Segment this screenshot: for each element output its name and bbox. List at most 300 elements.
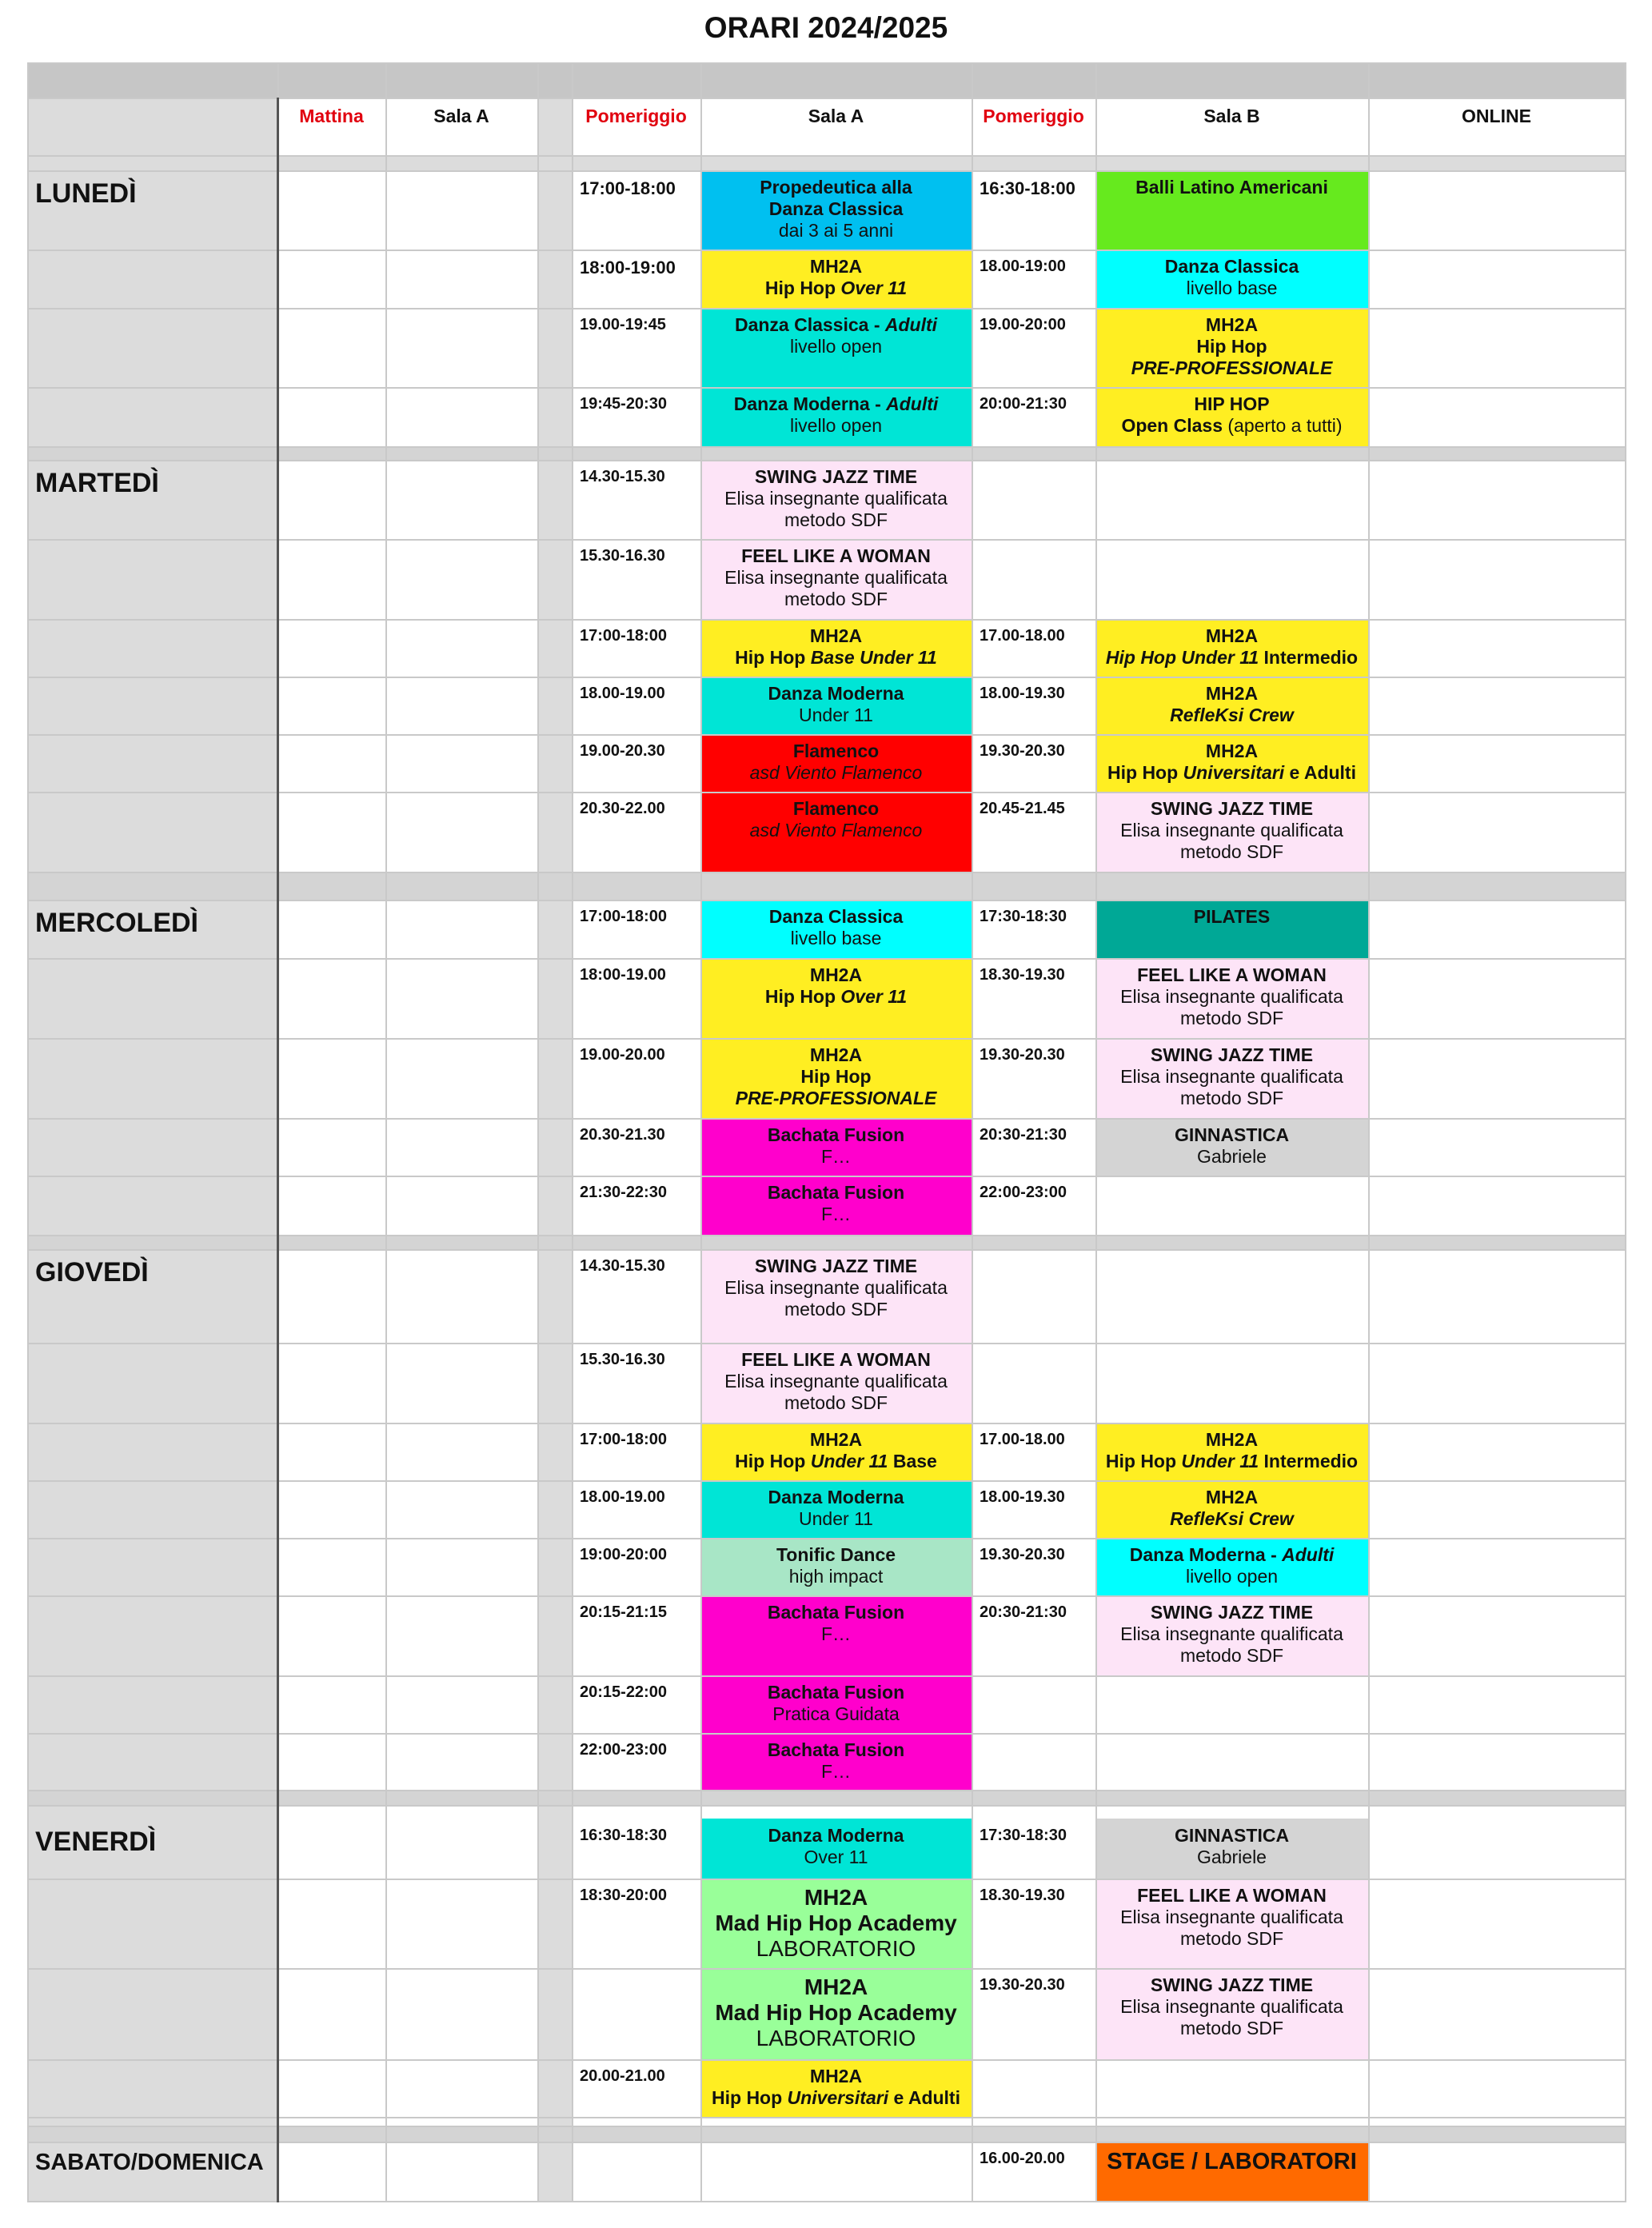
activity-text: Intermedio [1259, 1451, 1359, 1471]
activity-line [1095, 314, 1368, 336]
grid-line [27, 677, 1625, 678]
activity-sala-b[interactable] [1095, 1118, 1368, 1176]
activity-text: Hip Hop [735, 1451, 811, 1471]
activity-line [1095, 1088, 1368, 1109]
activity-sala-a[interactable] [700, 1538, 972, 1595]
grid-line [27, 1879, 1625, 1880]
grid-line [1368, 62, 1370, 2202]
activity-line [1095, 705, 1368, 726]
activity-line [700, 647, 972, 669]
column-header-sala-b: Sala B [1203, 106, 1260, 126]
activity-line [1095, 1487, 1368, 1508]
activity-sala-a[interactable] [700, 460, 972, 539]
time-sala-a: 14.30-15.30 [580, 1257, 665, 1275]
grid-line [27, 1038, 1625, 1040]
activity-line [1095, 1623, 1368, 1645]
activity-text: SWING JAZZ TIME [1150, 798, 1314, 819]
activity-text: metodo SDF [1179, 1008, 1284, 1028]
time-sala-a: 18.00-19.00 [580, 685, 665, 702]
activity-text: Danza Classica [768, 906, 904, 927]
grid-line [27, 62, 1625, 64]
column-header-online: ONLINE [1462, 106, 1531, 126]
activity-line [700, 2066, 972, 2087]
activity-line [1095, 256, 1368, 278]
time-sala-a: 20:15-21:15 [580, 1603, 667, 1621]
time-sala-b: 17:30-18:30 [980, 1827, 1067, 1844]
activity-sala-a[interactable] [700, 170, 972, 250]
activity-text: metodo SDF [1179, 841, 1284, 862]
activity-text: Danza Moderna - [1129, 1544, 1283, 1565]
time-sala-b: 20.45-21.45 [980, 800, 1065, 817]
activity-text: STAGE / LABORATORI [1107, 2149, 1357, 2174]
activity-sala-a[interactable] [700, 308, 972, 387]
activity-text: Bachata Fusion [767, 1739, 905, 1760]
time-sala-a: 15.30-16.30 [580, 547, 665, 565]
activity-text: Danza Moderna [768, 1825, 904, 1846]
activity-text: Over 11 [840, 278, 908, 298]
activity-text: Under 11 [799, 705, 873, 725]
activity-sala-b[interactable] [1095, 2142, 1368, 2201]
activity-line [700, 1392, 972, 1414]
time-sala-a: 22:00-23:00 [580, 1741, 667, 1759]
activity-text: Bachata Fusion [767, 1124, 905, 1145]
activity-text: MH2A [809, 1044, 863, 1065]
grid-line [27, 1790, 1625, 1791]
activity-line [1095, 1847, 1368, 1868]
activity-line [700, 415, 972, 437]
activity-sala-b[interactable] [1095, 792, 1368, 872]
column-header-pomeriggio-a: Pomeriggio [585, 106, 687, 126]
grid-line [27, 1343, 1625, 1344]
activity-sala-b[interactable] [1095, 1038, 1368, 1118]
grid-line [27, 1249, 1625, 1251]
activity-text: LABORATORIO [756, 1936, 916, 1961]
activity-line [700, 1124, 972, 1146]
activity-sala-b[interactable] [1095, 1423, 1368, 1480]
activity-sala-a[interactable] [700, 539, 972, 619]
activity-sala-b[interactable] [1095, 1595, 1368, 1675]
activity-line [1095, 1508, 1368, 1530]
grid-line [27, 170, 1625, 172]
day-separator [27, 446, 1625, 460]
time-sala-b: 17.00-18.00 [980, 627, 1065, 645]
activity-text: Under 11 [799, 1508, 873, 1529]
activity-line [1095, 1602, 1368, 1623]
activity-text: Adulti [884, 314, 938, 335]
column-header-sala-a: Sala A [808, 106, 864, 126]
activity-line [1095, 336, 1368, 357]
activity-sala-a[interactable] [700, 1423, 972, 1480]
activity-line [700, 906, 972, 928]
activity-text: Elisa insegnante qualificata [724, 1277, 948, 1298]
activity-line [700, 986, 972, 1008]
activity-text: HIP HOP [1194, 393, 1270, 414]
activity-text: Propedeutica alla [760, 177, 912, 198]
activity-text: FEEL LIKE A WOMAN [1137, 1885, 1327, 1906]
activity-text: MH2A [809, 256, 863, 277]
activity-line [1095, 647, 1368, 669]
activity-text: SWING JAZZ TIME [754, 466, 918, 487]
activity-sala-a[interactable] [700, 1819, 972, 1879]
time-sala-a: 20:15-22:00 [580, 1683, 667, 1701]
activity-text: Elisa insegnante qualificata [724, 488, 948, 509]
activity-text: dai 3 ai 5 anni [778, 220, 894, 241]
time-sala-b: 19.30-20.30 [980, 742, 1065, 760]
activity-line [1095, 1974, 1368, 1996]
activity-text: (aperto a tutti) [1222, 415, 1343, 436]
grid-line [27, 98, 1625, 99]
column-header-pomeriggio-b: Pomeriggio [983, 106, 1084, 126]
activity-text: livello open [1185, 1566, 1279, 1587]
activity-text: metodo SDF [784, 589, 888, 609]
activity-sala-a[interactable] [700, 387, 972, 446]
activity-text: Flamenco [792, 741, 880, 761]
activity-text: Universitari [787, 2087, 889, 2108]
activity-line [700, 278, 972, 299]
activity-sala-a[interactable] [700, 1118, 972, 1176]
activity-text: metodo SDF [784, 509, 888, 530]
activity-text: Elisa insegnante qualificata [1120, 1907, 1343, 1927]
day-label: VENERDÌ [35, 1827, 157, 1857]
activity-line [700, 1044, 972, 1066]
activity-line [1095, 741, 1368, 762]
activity-line [700, 1146, 972, 1168]
activity-sala-b[interactable] [1095, 308, 1368, 387]
activity-line [1095, 177, 1368, 198]
activity-text: LABORATORIO [756, 2026, 916, 2050]
activity-text: PRE-PROFESSIONALE [1131, 357, 1333, 378]
activity-line [700, 1429, 972, 1451]
activity-text: livello open [789, 336, 883, 357]
time-sala-b: 16.00-20.00 [980, 2150, 1065, 2167]
activity-sala-b[interactable] [1095, 1480, 1368, 1538]
time-sala-b: 22:00-23:00 [980, 1184, 1067, 1201]
activity-line [1095, 798, 1368, 820]
time-sala-b: 19.30-20.30 [980, 1546, 1065, 1563]
activity-text: MH2A [804, 1885, 868, 1910]
activity-line [1095, 1544, 1368, 1566]
time-sala-a: 19.00-19:45 [580, 316, 666, 333]
activity-line [1095, 2151, 1368, 2173]
activity-text: Base [888, 1451, 937, 1471]
time-sala-a: 17:00-18:00 [580, 627, 667, 645]
activity-line [700, 336, 972, 357]
grid-line [27, 900, 1625, 901]
activity-sala-a[interactable] [700, 250, 972, 308]
activity-text: Danza Classica [768, 198, 904, 219]
grid-line [27, 1805, 1625, 1807]
activity-text: PILATES [1193, 906, 1271, 927]
grid-line [27, 446, 1625, 448]
activity-text: Intermedio [1259, 647, 1359, 668]
activity-text: Danza Classica [1164, 256, 1299, 277]
activity-sala-a[interactable] [700, 792, 972, 872]
grid-line [27, 250, 1625, 251]
activity-text: metodo SDF [784, 1392, 888, 1413]
activity-sala-a[interactable] [700, 1879, 972, 1968]
grid-line [1625, 62, 1626, 2202]
activity-line [700, 1936, 972, 1962]
grid-line [385, 62, 387, 2202]
activity-line [700, 488, 972, 509]
activity-text: Hip Hop [1196, 336, 1267, 357]
activity-text: Hip Hop [764, 278, 841, 298]
activity-line [1095, 1996, 1368, 2018]
column-header-mattina: Mattina [299, 106, 364, 126]
day-separator [27, 872, 1625, 900]
time-sala-a: 19:45-20:30 [580, 395, 667, 413]
activity-line [1095, 1066, 1368, 1088]
activity-line [700, 964, 972, 986]
activity-line [700, 2000, 972, 2026]
activity-sala-a[interactable] [700, 2059, 972, 2117]
activity-text: FEEL LIKE A WOMAN [1137, 964, 1327, 985]
activity-text: Elisa insegnante qualificata [1120, 986, 1343, 1007]
activity-sala-b[interactable] [1095, 677, 1368, 734]
header-band [27, 62, 1625, 98]
activity-sala-a[interactable] [700, 1176, 972, 1235]
grid-line [27, 792, 1625, 793]
grid-line [277, 98, 279, 2202]
activity-text: SWING JAZZ TIME [1150, 1602, 1314, 1623]
activity-line [1095, 278, 1368, 299]
time-sala-a: 20.30-21.30 [580, 1126, 665, 1144]
activity-line [700, 1974, 972, 2000]
activity-sala-b[interactable] [1095, 170, 1368, 250]
activity-text: metodo SDF [1179, 1928, 1284, 1949]
time-sala-a: 20.00-21.00 [580, 2067, 665, 2085]
day-label: GIOVEDÌ [35, 1257, 149, 1288]
grid-line [27, 387, 1625, 389]
grid-line [27, 958, 1625, 960]
grid-line [27, 1733, 1625, 1735]
activity-text: Under 11 [810, 1451, 888, 1471]
time-sala-b: 20:30-21:30 [980, 1603, 1067, 1621]
time-sala-b: 20:30-21:30 [980, 1126, 1067, 1144]
time-sala-a: 17:00-18:00 [580, 908, 667, 925]
activity-text: MH2A [1205, 741, 1259, 761]
activity-sala-a[interactable] [700, 900, 972, 958]
activity-text: MH2A [809, 1429, 863, 1450]
activity-sala-a[interactable] [700, 1733, 972, 1790]
day-separator [27, 1235, 1625, 1249]
activity-line [700, 741, 972, 762]
activity-sala-a[interactable] [700, 619, 972, 677]
activity-text: Hip Hop [1105, 1451, 1182, 1471]
activity-sala-b[interactable] [1095, 1879, 1368, 1968]
day-label: SABATO/DOMENICA [35, 2150, 264, 2175]
activity-text: Bachata Fusion [767, 1182, 905, 1203]
activity-sala-b[interactable] [1095, 387, 1368, 446]
grid-line [27, 2059, 1625, 2061]
activity-text: Gabriele [1197, 1146, 1267, 1167]
activity-text: Danza Moderna [768, 683, 904, 704]
activity-text: RefleKsi Crew [1170, 705, 1294, 725]
activity-line [700, 1885, 972, 1911]
activity-line [1095, 1645, 1368, 1667]
activity-line [1095, 1566, 1368, 1587]
activity-text: GINNASTICA [1174, 1124, 1290, 1145]
time-sala-a: 17:00-18:00 [580, 178, 676, 198]
activity-sala-b[interactable] [1095, 1819, 1368, 1879]
activity-sala-b[interactable] [1095, 958, 1368, 1038]
activity-line [1095, 415, 1368, 437]
activity-line [1095, 820, 1368, 841]
activity-text: Flamenco [792, 798, 880, 819]
activity-sala-a[interactable] [700, 1038, 972, 1118]
time-sala-a: 18:00-19.00 [580, 966, 666, 984]
activity-sala-a[interactable] [700, 1675, 972, 1733]
activity-text: Elisa insegnante qualificata [1120, 820, 1343, 840]
time-sala-b: 16:30-18:00 [980, 178, 1075, 198]
activity-text: Adulti [886, 393, 939, 414]
activity-text: Tonific Dance [776, 1544, 896, 1565]
time-sala-b: 18.00-19:00 [980, 258, 1066, 275]
activity-line [700, 314, 972, 336]
activity-line [700, 1204, 972, 1225]
activity-text: Open Class [1121, 415, 1223, 436]
grid-line [27, 1595, 1625, 1597]
activity-text: FEEL LIKE A WOMAN [741, 1349, 931, 1370]
activity-line [1095, 986, 1368, 1008]
activity-text: Balli Latino Americani [1135, 177, 1328, 198]
activity-line [700, 1256, 972, 1277]
day-label: LUNEDÌ [35, 178, 137, 209]
activity-sala-a[interactable] [700, 1343, 972, 1423]
day-separator [27, 1790, 1625, 1805]
activity-sala-a[interactable] [700, 1249, 972, 1343]
activity-text: asd Viento Flamenco [749, 820, 923, 840]
activity-text: MH2A [804, 1974, 868, 1999]
activity-line [700, 545, 972, 567]
activity-line [700, 1682, 972, 1703]
time-sala-b: 18.30-19.30 [980, 1887, 1065, 1904]
activity-sala-a[interactable] [700, 958, 972, 1038]
activity-text: Danza Moderna - [733, 393, 887, 414]
activity-line [700, 1508, 972, 1530]
activity-line [700, 256, 972, 278]
activity-text: Hip Hop [712, 2087, 788, 2108]
grid-line [27, 2117, 1625, 2118]
activity-line [1095, 357, 1368, 379]
activity-line [700, 1349, 972, 1371]
activity-line [700, 1703, 972, 1725]
activity-sala-b[interactable] [1095, 1538, 1368, 1595]
time-sala-a: 18:00-19:00 [580, 258, 676, 278]
activity-text: MH2A [1205, 1487, 1259, 1507]
activity-line [1095, 841, 1368, 863]
activity-text: Hip Hop Under 11 [1105, 647, 1259, 668]
activity-line [700, 1066, 972, 1088]
activity-line [700, 1602, 972, 1623]
activity-line [1095, 1928, 1368, 1950]
activity-line [700, 1182, 972, 1204]
activity-line [700, 1623, 972, 1645]
time-sala-b: 18.30-19.30 [980, 966, 1065, 984]
activity-sala-a[interactable] [700, 734, 972, 792]
activity-line [700, 1761, 972, 1783]
activity-sala-b[interactable] [1095, 619, 1368, 677]
activity-line [700, 705, 972, 726]
activity-text: livello base [790, 928, 882, 948]
grid-line [1095, 62, 1097, 2202]
grid-line [27, 308, 1625, 309]
activity-text: metodo SDF [1179, 1645, 1284, 1666]
activity-line [700, 589, 972, 610]
activity-text: SWING JAZZ TIME [1150, 1974, 1314, 1995]
activity-line [1095, 1008, 1368, 1029]
activity-line [700, 509, 972, 531]
activity-line [1095, 393, 1368, 415]
activity-sala-b[interactable] [1095, 734, 1368, 792]
activity-line [700, 2087, 972, 2109]
activity-line [700, 1088, 972, 1109]
activity-line [1095, 1044, 1368, 1066]
grid-line [27, 872, 1625, 873]
activity-sala-b[interactable] [1095, 1968, 1368, 2059]
activity-line [700, 198, 972, 220]
activity-line [700, 1739, 972, 1761]
activity-line [700, 1566, 972, 1587]
activity-line [700, 683, 972, 705]
activity-text: Elisa insegnante qualificata [1120, 1996, 1343, 2017]
grid-line [27, 62, 29, 2202]
activity-line [700, 1911, 972, 1936]
activity-text: Hip Hop [1107, 762, 1183, 783]
activity-text: Hip Hop [735, 647, 811, 668]
time-sala-a: 17:00-18:00 [580, 1431, 667, 1448]
time-sala-b: 17:30-18:30 [980, 908, 1067, 925]
activity-line [700, 2026, 972, 2051]
activity-line [1095, 964, 1368, 986]
activity-text: Elisa insegnante qualificata [724, 1371, 948, 1392]
activity-line [1095, 1451, 1368, 1472]
activity-text: SWING JAZZ TIME [754, 1256, 918, 1276]
activity-line [1095, 1124, 1368, 1146]
activity-line [700, 1299, 972, 1320]
time-sala-b: 19.30-20.30 [980, 1046, 1065, 1064]
activity-line [700, 798, 972, 820]
activity-text: MH2A [809, 2066, 863, 2086]
time-sala-a: 16:30-18:30 [580, 1827, 667, 1844]
activity-sala-a[interactable] [700, 677, 972, 734]
activity-sala-b[interactable] [1095, 900, 1368, 958]
activity-sala-a[interactable] [700, 1968, 972, 2059]
time-sala-b: 19.00-20:00 [980, 316, 1066, 333]
activity-text: MH2A [1205, 314, 1259, 335]
grid-line [27, 2201, 1625, 2202]
activity-line [1095, 625, 1368, 647]
activity-text: Universitari [1183, 762, 1285, 783]
activity-text: Elisa insegnante qualificata [724, 567, 948, 588]
activity-line [1095, 1825, 1368, 1847]
activity-line [700, 1847, 972, 1868]
activity-text: RefleKsi Crew [1170, 1508, 1294, 1529]
activity-line [1095, 906, 1368, 928]
activity-line [700, 567, 972, 589]
day-label: MARTEDÌ [35, 468, 159, 498]
day-separator [27, 2126, 1625, 2142]
activity-line [1095, 1146, 1368, 1168]
time-sala-a: 14.30-15.30 [580, 468, 665, 485]
activity-sala-a[interactable] [700, 1480, 972, 1538]
activity-sala-a[interactable] [700, 1595, 972, 1675]
activity-text: Over 11 [840, 986, 908, 1007]
activity-line [700, 393, 972, 415]
activity-line [700, 1825, 972, 1847]
activity-sala-b[interactable] [1095, 250, 1368, 308]
activity-text: metodo SDF [784, 1299, 888, 1320]
